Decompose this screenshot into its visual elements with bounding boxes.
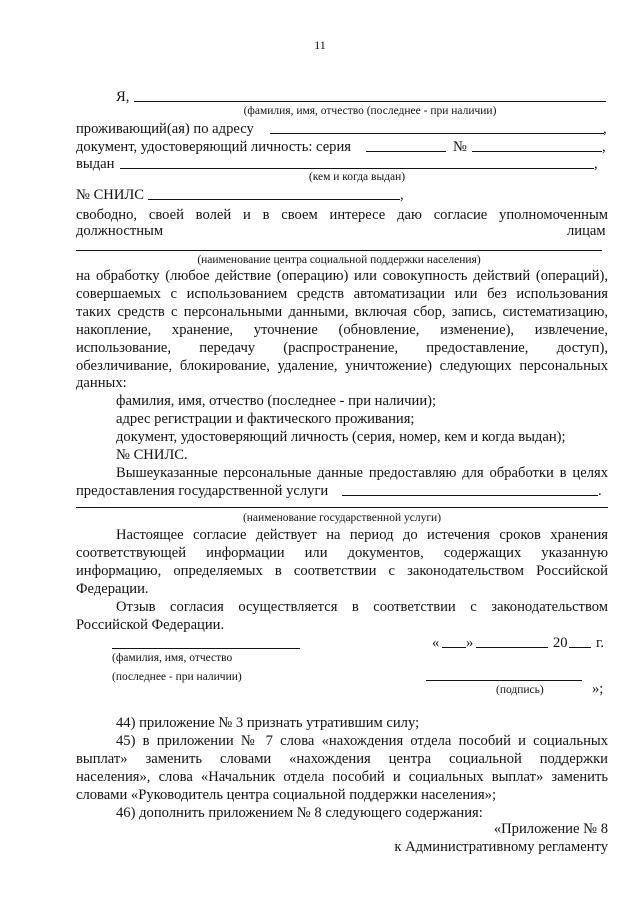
signer-fio-caption-2: (последнее - при наличии) bbox=[112, 671, 242, 683]
purpose-line-2: предоставления государственной услуги bbox=[76, 483, 329, 499]
issued-label: выдан bbox=[76, 156, 115, 172]
issued-blank-line bbox=[120, 168, 594, 169]
validity-line: Настоящее согласие действует на период до истечения сроков хранения bbox=[116, 527, 608, 543]
fio-blank-line bbox=[134, 101, 606, 102]
date-month-blank bbox=[476, 647, 548, 648]
closing-mark: »; bbox=[592, 681, 604, 697]
data-item: фамилия, имя, отчество (последнее - при наличии); bbox=[116, 393, 437, 409]
amendment-45-line: населения», слова «Начальник отдела пособий и социальных выплат» заменить bbox=[76, 769, 608, 785]
data-item: документ, удостоверяющий личность (серия, номер, кем и когда выдан); bbox=[116, 429, 566, 445]
date-close-quote: » bbox=[466, 635, 474, 651]
amendment-46: 46) дополнить приложением № 8 следующего содержания: bbox=[116, 805, 483, 821]
amendment-44: 44) приложение № 3 признать утратившим силу; bbox=[116, 715, 420, 731]
page-number: 11 bbox=[314, 38, 326, 52]
processing-line-last: данных: bbox=[76, 375, 127, 391]
address-comma: , bbox=[603, 121, 607, 137]
processing-line: накопление, хранение, уточнение (обновление, изменение), извлечение, bbox=[76, 322, 608, 338]
signer-fio-caption-1: (фамилия, имя, отчество bbox=[112, 652, 233, 664]
doc-label: документ, удостоверяющий личность: серия bbox=[76, 139, 352, 155]
revoke-line-2: Российской Федерации. bbox=[76, 617, 225, 633]
date-day-blank bbox=[442, 647, 466, 648]
doc-comma: , bbox=[602, 139, 606, 155]
consent-line-2-left: должностным bbox=[76, 223, 164, 239]
validity-line: информацию, определяемых в соответствии с законодательством Российской bbox=[76, 563, 608, 579]
date-open-quote: « bbox=[432, 635, 440, 651]
center-blank-line bbox=[76, 250, 602, 251]
address-label: проживающий(ая) по адресу bbox=[76, 121, 254, 137]
amendment-45-last: словами «Руководитель центра социальной поддержки населения»; bbox=[76, 787, 497, 803]
fio-caption: (фамилия, имя, отчество (последнее - при наличии) bbox=[243, 105, 497, 117]
doc-series-blank bbox=[366, 151, 446, 152]
consent-line-1: свободно, своей волей и в своем интересе даю согласие уполномоченным bbox=[76, 207, 608, 223]
amendment-45-line: 45) в приложении № 7 слова «нахождения отдела пособий и социальных bbox=[116, 733, 608, 749]
snils-label: № СНИЛС bbox=[76, 187, 145, 203]
signature-caption: (подпись) bbox=[496, 684, 544, 696]
consent-line-2-right: лицам bbox=[567, 223, 606, 239]
validity-line: соответствующей информации или документов, содержащих указанную bbox=[76, 545, 608, 561]
validity-last: Федерации. bbox=[76, 581, 149, 597]
processing-line: обезличивание, блокирование, удаление, уничтожение) следующих персональных bbox=[76, 358, 608, 374]
doc-number-blank bbox=[472, 151, 602, 152]
snils-blank-line bbox=[148, 199, 400, 200]
appendix-title: «Приложение № 8 bbox=[493, 821, 608, 837]
signature-blank-line bbox=[426, 680, 582, 681]
data-item: адрес регистрации и фактического проживания; bbox=[116, 411, 415, 427]
purpose-period: . bbox=[598, 483, 602, 499]
ya-label: Я, bbox=[116, 89, 130, 105]
service-caption: (наименование государственной услуги) bbox=[242, 512, 442, 524]
issued-caption: (кем и когда выдан) bbox=[308, 171, 406, 183]
amendment-45-line: выплат» заменить словами «нахождения центра социальной поддержки bbox=[76, 751, 608, 767]
date-year-prefix: 20 bbox=[553, 635, 568, 651]
date-year-suffix: г. bbox=[596, 635, 604, 651]
signer-fio-blank bbox=[112, 648, 300, 649]
center-caption: (наименование центра социальной поддержки населения) bbox=[197, 254, 481, 266]
service-blank-line-2 bbox=[76, 507, 608, 508]
processing-line: таких средств с персональными данными, включая сбор, запись, систематизацию, bbox=[76, 304, 608, 320]
doc-number-sign: № bbox=[453, 139, 467, 155]
snils-comma: , bbox=[400, 187, 404, 203]
issued-comma: , bbox=[594, 156, 598, 172]
data-item: № СНИЛС. bbox=[116, 447, 188, 463]
service-blank-line bbox=[342, 495, 598, 496]
processing-line: использование, передачу (распространение, предоставление, доступ), bbox=[76, 340, 608, 356]
revoke-line-1: Отзыв согласия осуществляется в соответствии с законодательством bbox=[116, 599, 608, 615]
processing-line: совершаемых с использованием средств автоматизации или без использования bbox=[76, 286, 608, 302]
purpose-line-1: Вышеуказанные персональные данные предоставляю для обработки в целях bbox=[116, 465, 608, 481]
address-blank-line bbox=[270, 133, 604, 134]
appendix-subtitle: к Административному регламенту bbox=[394, 839, 608, 855]
processing-line: на обработку (любое действие (операцию) или совокупность действий (операций), bbox=[76, 268, 608, 284]
date-year-blank bbox=[569, 647, 591, 648]
